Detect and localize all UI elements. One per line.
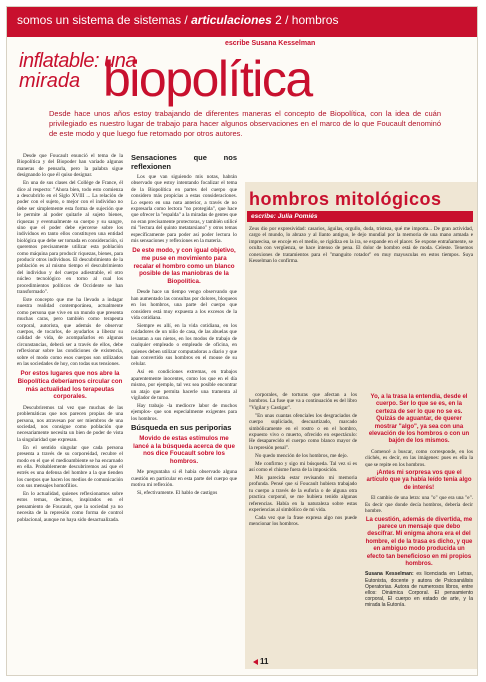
sidebar-title: hombros mitológicos [249, 189, 442, 209]
article-title [17, 50, 377, 110]
paragraph: No quedo mención de los hombros, me dejo. [255, 452, 348, 459]
paragraph: Este concepto que me ha llevado a indagar nuestra realidad contemporánea, actualmente como persona que vive en un mundo que presenta muchas caras, pero también como terapeuta corporal, autorista, que además de observar cuerpos, de tocarlos, de ayudarlos a liberar su calidad de vida, de acompañarlos en algunas circunstancias, deberá ser a través de ellos, debe reflexionar sobre las condiciones de existencia, sobre el modo como esos cuerpos son utilizados en las sociedades de hoy, con todas sus tensiones. [17, 296, 123, 367]
arrow-left-icon [253, 659, 258, 665]
author-bio-name: Susana Kesselman: [365, 571, 414, 578]
paragraph: Si, efectivamente. El hablo de castigos [137, 490, 218, 497]
paragraph: Comencé a buscar, como corresponde, en los clichés, es decir, en las imágenes: pues es ella la que se repite en los hombros. [365, 448, 473, 468]
paragraph: Descubriremos tal vez que muchas de las problemáticas que nos parecen propias de una persona, nos atravesan por ser miembros de una sociedad, nos consigue como población que necesariamente necesita un bien de poder de vista la singularidad que expresan. [17, 404, 123, 443]
paragraph: Así en condiciones extremas, en trabajos aparentemente inocentes, como los que en el día mismo, por ejemplo, tal vez sea posible encontrar un atajo que permita hacerle una tramenta al vigilador de turno. [131, 369, 237, 401]
title-line-1: inflatable: una [19, 50, 137, 72]
paragraph: corporales, de torturas que afectan a los hombros. La fuse que va a continuación es del libro "Vigilar y Castigar". [249, 392, 357, 411]
paragraph: Los que van siguiendo mis notas, habrán observado que estoy intentando focalizar el tema de la Biopolítica en partes del cuerpo que considero más propicias a estas consideraciones. Lo espero en una nota anterior, a través de no expresarla como lectora "no protegida", que hace que ofrecer la "espalda" a la miradas de gentes que no eran precisamente protectoras, y también utilicé mi "lectura del quinto metatarsiano" y otros temas específicamente para poder así poder lectura lo mis sensaciones y reflexiones en la materia. [131, 174, 237, 245]
article-lede: Desde hace unos años estoy trabajando de diferentes maneras el concepto de Biopolítica, con la idea de cuán privilegiado es nuestro lugar de trabajo para hacer algunos observaciones en el marco de lo que Foucault denominó de este modo y que luego fue retomado por otros autores. [49, 109, 441, 138]
sidebar-column-a [249, 392, 357, 664]
paragraph: En el sentido singular que cada persona presenta a través de su corporeidad, recubre el modo en el que el medioambiente se ha encarnado en ella. Probablemente descubriremos así que el estrés es una defensa del hombre a la que tienden los cuerpos que hacen los medios de comunicación con sus mensajes homofilios. [17, 444, 123, 490]
subheading: Búsqueda en sus periporias [131, 422, 232, 432]
sidebar-author: escribe: Julia Pomiés [247, 211, 473, 222]
article-column-1 [17, 153, 123, 665]
section-suffix: 2 / hombros [271, 13, 339, 27]
paragraph: Me confirmo y sigo mi búsqueda. Tal vez si es así como el chisme fuera de la imposición. [249, 460, 357, 473]
section-header-text [17, 13, 338, 27]
paragraph: Siempre es allí, en la vida cotidiana, en los cuidadores de un niño de casa, de las abuelas que levantan a sus nietos, en los modos de trabajo de cualquier empleado o empleado de oficina, en quienes deben utilizar computadoras a diario y que han convertido sus hombros en el mouse de su celular. [131, 322, 237, 368]
title-line-2: mirada [19, 70, 81, 92]
page-number [253, 657, 268, 666]
pull-quote: ¡Antes mi sorpresa vos que el artículo que ya había leído tenía algo de interés! [366, 470, 472, 491]
paragraph: Hay trabajo -la mediocre labor de muchos ejemplos- que son especialmente exigentes para los hombros. [131, 402, 237, 422]
author-bio-text: es licenciada en Letras, Eutonista, docente y autora de Psicoanálisis Operatorias. Autora de numerosos libros, entre ellos: Dinámica Corporal. El pensamiento corporal, El cuerpo en estado de arte, y la mirada la Eutonía. [365, 571, 473, 609]
section-header-bar [7, 7, 477, 37]
title-main-word: biopolítica [103, 51, 312, 107]
paragraph: El cambio de una letra: una "o" que era una "e". Es decir que donde decía hombros, debería decir hombre. [365, 495, 473, 515]
paragraph: Me preguntaba si él había observado alguna cuestión en particular en esta parte del cuerpo que motiva mi reflexión. [131, 469, 237, 489]
paragraph: Cada vez que la frase expresa algo nos puede mencionar los hombros. [249, 514, 357, 528]
sidebar-column-b [365, 392, 473, 664]
paragraph: Mis parecida estar revisando mi memoria profunda. Pensé que si Foucault hubiera trabajado tu cuerpo a través de la euforia o de alguna otra practica corporal, se me hubiera tenido algunas referencias. Había en la naturaleza sobre estas experiencias al simbólico de mi vida. [249, 474, 357, 513]
pull-quote: Yo, a la trasa la entendia, desde el cuerpo. Ser lo que se es, en la certeza de ser lo que no se es. Quizás de aguantar, de querer mostrar "algo", ya sea con una elevación de los hombros o con un bajón de los mismos. [368, 394, 470, 445]
paragraph: En lo actualidad, quienes reflexionamos sobre estos temas, decimos, inspirados en el pensamiento de Foucault, que la sociedad ya no necesita de la represión como forma de control poblacional, aunque no haya sido desactualizada. [17, 491, 123, 523]
paragraph: Desde hace un tiempo vengo observando que han aumentado las consultas por dolores, bloqueos en los hombros, una parte del cuerpo que considero está muy expuesta a los excesos de la vida cotidiana. [131, 289, 237, 322]
article-column-2 [131, 153, 237, 665]
section-main: articulaciones [191, 13, 272, 27]
author-bio [365, 571, 473, 608]
article-byline: escribe Susana Kesselman [225, 40, 316, 47]
magazine-page [6, 6, 478, 676]
page-number-text: 11 [260, 657, 269, 666]
paragraph: En una de sus clases del Collège de France, él dice al respecto: "Ahora bien, todo esto comienza a descubrirlo en el Siglo XVIII ... La relación de poder con el sujeto, o mejor con el individuo no debe ser simplemente esta forma de sujeción que le permite al poder quitarle al sujeto bienes, riquezas y eventualmente su cuerpo y su sangre, sino que el poder debe ejercerse sobre los individuos en tanto ellos constituyen una entidad biológica que debe ser tomada en consideración, si queremos precisamente utilizar esta población como máquina para producir riquezas, bienes, para producir otros individuos. El descubrimiento de la población es al mismo tiempo el descubrimiento del individuo y del cuerpo adiestrable, el otro núcleo tecnológico en torno al cual los procedimientos políticos de Occidente se han transformado". [17, 180, 123, 296]
subheading: Sensaciones que nos reflexionen [131, 153, 237, 171]
pull-quote: La cuestión, además de divertida, me parece un mensaje que debo descifrar. Mi enigma ahora era el del hombre, el de la trasa es dicho, y que en ambiguo modo producida un efecto tan beneficioso en mi propios hombros. [365, 516, 473, 567]
section-prefix: somos un sistema de sistemas / [17, 13, 188, 27]
sidebar-intro: Zeus dio por expresividad: casarios, águilas, orgullo, duda, tristeza, qué me importa... De gran actividad, cargo el mundo, lo abrazo y al llanto antiguo, le dejo mundial por la memoria de una mano armada e imprecisa, se encoje en el medio, se rigidiza en la ira, se expande en el placer. Se expone entrañamente, se oculta con vergüenza, se hace intenso de pena. El dolor de hombro está de moda. Celeste. Tenemos conexiones de tratamientos para el "manguito rotador" en muy mayusculas en estos tiempos. Suya Kesselman lo confirma. [249, 226, 473, 265]
pull-quote: De este modo, y con igual objetivo, me puse en movimiento para recalar el hombro como un blanco posible de las maniobras de la Biopolítica. [132, 247, 236, 285]
pull-quote: Por estos lugares que nos abre la Biopolítica deberíamos circular con más actualidad los terapeutas corporales. [17, 370, 123, 401]
pull-quote: Movido de estas estímulos me lancé a la búsqueda acerca de que nos dice Foucault sobre los hombros. [133, 435, 235, 465]
paragraph: Desde que Foucault enunció el tema de la Biopolítica y del Biopoder han variado algunas maneras de pensarla, pero la palabra sigue designando lo que él quiso designar. [17, 153, 123, 179]
paragraph: "En unas cuantas ofenciales los desgraciados de cuerpo supliciado, descuartizado, marcado simbólicamente en el rostro o en el hombro, expuesto vivo o muerto, ofrecido en espectáculo: He desaparecido el cuerpo como blanco mayor de la represión penal". [249, 412, 357, 451]
